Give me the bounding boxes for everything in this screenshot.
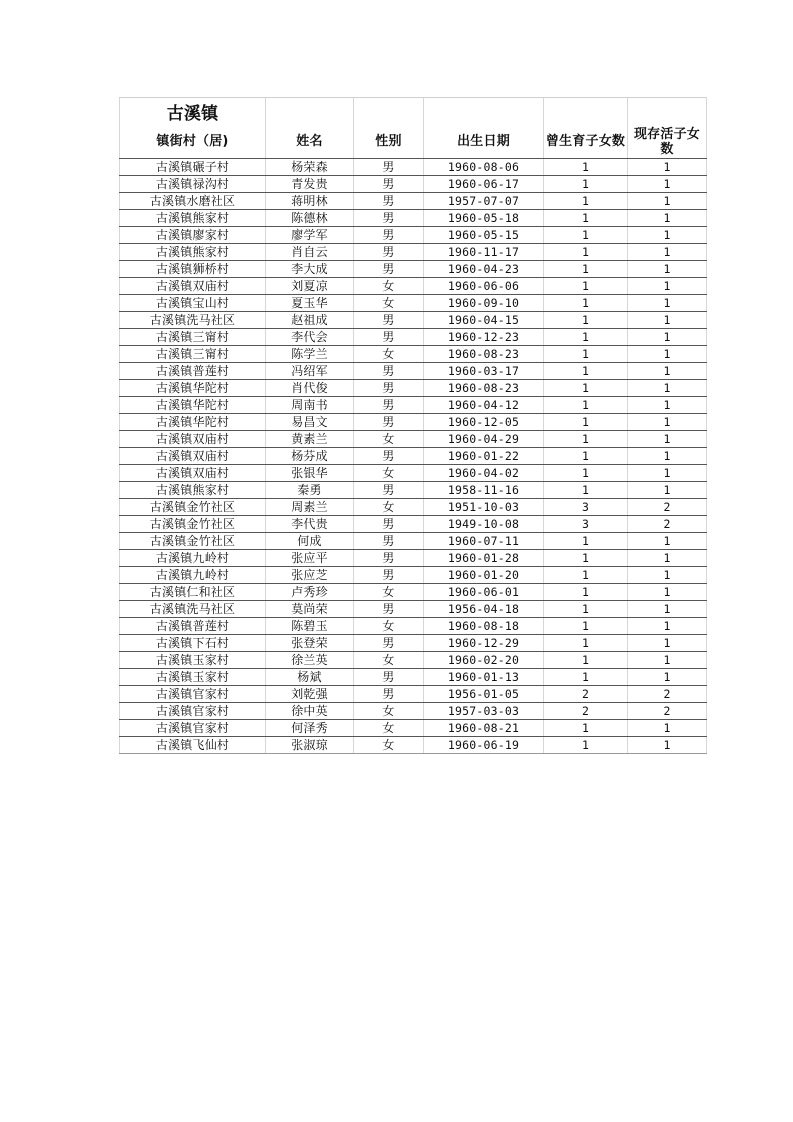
cell-village: 古溪镇三甯村 — [120, 346, 266, 363]
cell-gender: 女 — [354, 499, 424, 516]
cell-village: 古溪镇金竹社区 — [120, 516, 266, 533]
empty-cell — [266, 98, 354, 126]
table-row — [120, 601, 707, 618]
cell-children-born: 1 — [544, 227, 628, 244]
cell-birth-date: 1960-08-18 — [424, 618, 544, 635]
empty-cell — [354, 98, 424, 126]
cell-children-born: 1 — [544, 380, 628, 397]
cell-children-born: 1 — [544, 159, 628, 176]
table-row — [120, 465, 707, 482]
cell-name: 何泽秀 — [266, 720, 354, 737]
cell-gender: 女 — [354, 295, 424, 312]
cell-gender: 男 — [354, 533, 424, 550]
cell-village: 古溪镇碾子村 — [120, 159, 266, 176]
table-row — [120, 550, 707, 567]
cell-gender: 女 — [354, 465, 424, 482]
cell-children-born: 1 — [544, 431, 628, 448]
table-row — [120, 312, 707, 329]
cell-village: 古溪镇熊家村 — [120, 482, 266, 499]
cell-children-living: 1 — [628, 261, 707, 278]
cell-birth-date: 1960-03-17 — [424, 363, 544, 380]
cell-village: 古溪镇官家村 — [120, 720, 266, 737]
cell-birth-date: 1960-06-17 — [424, 176, 544, 193]
cell-gender: 男 — [354, 567, 424, 584]
cell-name: 何成 — [266, 533, 354, 550]
cell-children-born: 3 — [544, 516, 628, 533]
cell-village: 古溪镇仁和社区 — [120, 584, 266, 601]
cell-birth-date: 1960-01-28 — [424, 550, 544, 567]
cell-birth-date: 1960-11-17 — [424, 244, 544, 261]
table-row — [120, 380, 707, 397]
cell-village: 古溪镇金竹社区 — [120, 499, 266, 516]
cell-gender: 男 — [354, 482, 424, 499]
cell-gender: 男 — [354, 414, 424, 431]
cell-name: 张登荣 — [266, 635, 354, 652]
table-row — [120, 720, 707, 737]
cell-name: 陈德林 — [266, 210, 354, 227]
cell-village: 古溪镇双庙村 — [120, 431, 266, 448]
cell-birth-date: 1960-09-10 — [424, 295, 544, 312]
cell-name: 青发贵 — [266, 176, 354, 193]
cell-birth-date: 1957-03-03 — [424, 703, 544, 720]
cell-gender: 女 — [354, 584, 424, 601]
cell-children-living: 2 — [628, 703, 707, 720]
cell-children-born: 1 — [544, 312, 628, 329]
cell-children-born: 1 — [544, 618, 628, 635]
cell-children-living: 1 — [628, 652, 707, 669]
cell-village: 古溪镇双庙村 — [120, 448, 266, 465]
cell-birth-date: 1960-06-06 — [424, 278, 544, 295]
cell-children-living: 1 — [628, 159, 707, 176]
cell-gender: 男 — [354, 329, 424, 346]
cell-gender: 女 — [354, 618, 424, 635]
cell-children-living: 2 — [628, 499, 707, 516]
cell-birth-date: 1960-12-05 — [424, 414, 544, 431]
cell-name: 夏玉华 — [266, 295, 354, 312]
cell-children-living: 1 — [628, 584, 707, 601]
cell-birth-date: 1960-04-15 — [424, 312, 544, 329]
cell-children-born: 1 — [544, 278, 628, 295]
cell-children-born: 1 — [544, 652, 628, 669]
table-row — [120, 363, 707, 380]
cell-children-born: 1 — [544, 397, 628, 414]
cell-birth-date: 1958-11-16 — [424, 482, 544, 499]
cell-children-born: 2 — [544, 686, 628, 703]
cell-village: 古溪镇双庙村 — [120, 465, 266, 482]
cell-gender: 女 — [354, 278, 424, 295]
cell-village: 古溪镇禄沟村 — [120, 176, 266, 193]
spreadsheet-page — [119, 97, 706, 754]
column-header-birth-date: 出生日期 — [424, 125, 544, 159]
cell-name: 杨荣森 — [266, 159, 354, 176]
cell-village: 古溪镇双庙村 — [120, 278, 266, 295]
cell-children-living: 1 — [628, 635, 707, 652]
cell-name: 秦勇 — [266, 482, 354, 499]
cell-birth-date: 1960-07-11 — [424, 533, 544, 550]
cell-name: 刘乾强 — [266, 686, 354, 703]
cell-children-living: 1 — [628, 567, 707, 584]
cell-children-born: 1 — [544, 261, 628, 278]
cell-children-born: 1 — [544, 550, 628, 567]
cell-children-born: 1 — [544, 448, 628, 465]
cell-children-living: 1 — [628, 448, 707, 465]
cell-gender: 女 — [354, 720, 424, 737]
cell-gender: 男 — [354, 159, 424, 176]
table-row — [120, 618, 707, 635]
cell-name: 黄素兰 — [266, 431, 354, 448]
cell-birth-date: 1960-08-23 — [424, 380, 544, 397]
cell-gender: 男 — [354, 550, 424, 567]
cell-gender: 男 — [354, 635, 424, 652]
cell-village: 古溪镇洗马社区 — [120, 312, 266, 329]
cell-gender: 女 — [354, 346, 424, 363]
cell-name: 莫尚荣 — [266, 601, 354, 618]
cell-children-born: 1 — [544, 737, 628, 754]
cell-gender: 男 — [354, 244, 424, 261]
table-row — [120, 261, 707, 278]
cell-village: 古溪镇廖家村 — [120, 227, 266, 244]
cell-name: 李代贵 — [266, 516, 354, 533]
cell-birth-date: 1960-06-19 — [424, 737, 544, 754]
cell-children-living: 1 — [628, 720, 707, 737]
cell-birth-date: 1960-05-18 — [424, 210, 544, 227]
cell-village: 古溪镇三甯村 — [120, 329, 266, 346]
cell-gender: 男 — [354, 176, 424, 193]
table-row — [120, 737, 707, 754]
cell-birth-date: 1956-04-18 — [424, 601, 544, 618]
cell-village: 古溪镇飞仙村 — [120, 737, 266, 754]
cell-birth-date: 1960-08-06 — [424, 159, 544, 176]
cell-birth-date: 1951-10-03 — [424, 499, 544, 516]
cell-name: 肖自云 — [266, 244, 354, 261]
cell-village: 古溪镇金竹社区 — [120, 533, 266, 550]
cell-birth-date: 1956-01-05 — [424, 686, 544, 703]
cell-children-born: 2 — [544, 703, 628, 720]
cell-gender: 男 — [354, 516, 424, 533]
cell-children-living: 1 — [628, 176, 707, 193]
cell-gender: 女 — [354, 652, 424, 669]
cell-name: 张淑琼 — [266, 737, 354, 754]
cell-children-born: 1 — [544, 295, 628, 312]
cell-children-living: 2 — [628, 686, 707, 703]
cell-children-born: 1 — [544, 363, 628, 380]
cell-children-born: 1 — [544, 601, 628, 618]
table-row — [120, 346, 707, 363]
cell-name: 徐兰英 — [266, 652, 354, 669]
cell-children-living: 1 — [628, 363, 707, 380]
table-row — [120, 703, 707, 720]
table-row — [120, 448, 707, 465]
cell-children-living: 1 — [628, 414, 707, 431]
cell-village: 古溪镇熊家村 — [120, 244, 266, 261]
cell-name: 李代会 — [266, 329, 354, 346]
column-header-village: 镇街村（居) — [120, 125, 266, 159]
column-header-children-born: 曾生育子女数 — [544, 125, 628, 159]
cell-children-living: 1 — [628, 533, 707, 550]
cell-children-living: 1 — [628, 482, 707, 499]
cell-gender: 男 — [354, 363, 424, 380]
cell-name: 周南书 — [266, 397, 354, 414]
cell-children-living: 1 — [628, 210, 707, 227]
cell-birth-date: 1960-01-22 — [424, 448, 544, 465]
cell-gender: 男 — [354, 448, 424, 465]
cell-village: 古溪镇熊家村 — [120, 210, 266, 227]
title-row — [120, 98, 707, 126]
cell-name: 蒋明林 — [266, 193, 354, 210]
cell-name: 张应芝 — [266, 567, 354, 584]
cell-gender: 男 — [354, 261, 424, 278]
table-row — [120, 482, 707, 499]
cell-children-living: 1 — [628, 380, 707, 397]
cell-children-living: 1 — [628, 193, 707, 210]
table-row — [120, 193, 707, 210]
cell-children-living: 1 — [628, 601, 707, 618]
column-header-children-living: 现存活子女数 — [628, 125, 707, 159]
cell-children-living: 2 — [628, 516, 707, 533]
cell-name: 卢秀珍 — [266, 584, 354, 601]
cell-birth-date: 1960-04-02 — [424, 465, 544, 482]
cell-birth-date: 1960-08-23 — [424, 346, 544, 363]
cell-children-living: 1 — [628, 244, 707, 261]
table-row — [120, 516, 707, 533]
cell-children-born: 1 — [544, 414, 628, 431]
table-row — [120, 635, 707, 652]
cell-children-living: 1 — [628, 278, 707, 295]
table-row — [120, 176, 707, 193]
cell-name: 易昌文 — [266, 414, 354, 431]
cell-children-living: 1 — [628, 550, 707, 567]
cell-gender: 男 — [354, 210, 424, 227]
table-row — [120, 295, 707, 312]
table-row — [120, 210, 707, 227]
table-row — [120, 414, 707, 431]
table-row — [120, 329, 707, 346]
cell-gender: 男 — [354, 601, 424, 618]
cell-children-living: 1 — [628, 312, 707, 329]
cell-children-living: 1 — [628, 295, 707, 312]
records-table — [119, 97, 707, 754]
table-row — [120, 159, 707, 176]
cell-children-living: 1 — [628, 397, 707, 414]
cell-birth-date: 1949-10-08 — [424, 516, 544, 533]
cell-name: 刘夏凉 — [266, 278, 354, 295]
table-row — [120, 686, 707, 703]
cell-gender: 女 — [354, 431, 424, 448]
cell-birth-date: 1960-01-13 — [424, 669, 544, 686]
cell-village: 古溪镇水磨社区 — [120, 193, 266, 210]
empty-cell — [424, 98, 544, 126]
cell-children-living: 1 — [628, 465, 707, 482]
cell-children-born: 3 — [544, 499, 628, 516]
cell-children-born: 1 — [544, 635, 628, 652]
cell-village: 古溪镇普莲村 — [120, 618, 266, 635]
table-row — [120, 533, 707, 550]
cell-children-born: 1 — [544, 329, 628, 346]
table-row — [120, 584, 707, 601]
cell-village: 古溪镇官家村 — [120, 686, 266, 703]
cell-children-living: 1 — [628, 346, 707, 363]
cell-village: 古溪镇宝山村 — [120, 295, 266, 312]
column-header-name: 姓名 — [266, 125, 354, 159]
table-row — [120, 278, 707, 295]
cell-birth-date: 1957-07-07 — [424, 193, 544, 210]
cell-village: 古溪镇狮桥村 — [120, 261, 266, 278]
cell-birth-date: 1960-06-01 — [424, 584, 544, 601]
cell-name: 肖代俊 — [266, 380, 354, 397]
cell-children-living: 1 — [628, 618, 707, 635]
cell-name: 冯绍军 — [266, 363, 354, 380]
cell-birth-date: 1960-12-29 — [424, 635, 544, 652]
cell-name: 陈碧玉 — [266, 618, 354, 635]
cell-children-born: 1 — [544, 567, 628, 584]
cell-birth-date: 1960-02-20 — [424, 652, 544, 669]
cell-children-living: 1 — [628, 329, 707, 346]
cell-gender: 男 — [354, 686, 424, 703]
cell-village: 古溪镇玉家村 — [120, 669, 266, 686]
cell-gender: 男 — [354, 193, 424, 210]
cell-children-born: 1 — [544, 193, 628, 210]
cell-village: 古溪镇玉家村 — [120, 652, 266, 669]
cell-name: 李大成 — [266, 261, 354, 278]
table-row — [120, 244, 707, 261]
cell-gender: 男 — [354, 227, 424, 244]
cell-children-living: 1 — [628, 431, 707, 448]
table-row — [120, 669, 707, 686]
cell-children-born: 1 — [544, 176, 628, 193]
cell-children-born: 1 — [544, 244, 628, 261]
cell-birth-date: 1960-12-23 — [424, 329, 544, 346]
cell-children-born: 1 — [544, 210, 628, 227]
table-row — [120, 652, 707, 669]
cell-village: 古溪镇官家村 — [120, 703, 266, 720]
cell-name: 陈学兰 — [266, 346, 354, 363]
cell-children-born: 1 — [544, 482, 628, 499]
cell-village: 古溪镇九岭村 — [120, 567, 266, 584]
cell-name: 杨芬成 — [266, 448, 354, 465]
table-row — [120, 567, 707, 584]
cell-children-born: 1 — [544, 533, 628, 550]
cell-village: 古溪镇九岭村 — [120, 550, 266, 567]
cell-name: 周素兰 — [266, 499, 354, 516]
table-row — [120, 397, 707, 414]
cell-gender: 男 — [354, 312, 424, 329]
cell-birth-date: 1960-04-23 — [424, 261, 544, 278]
table-row — [120, 431, 707, 448]
cell-village: 古溪镇华陀村 — [120, 380, 266, 397]
cell-village: 古溪镇华陀村 — [120, 397, 266, 414]
header-row — [120, 125, 707, 159]
cell-children-born: 1 — [544, 346, 628, 363]
cell-gender: 女 — [354, 703, 424, 720]
cell-gender: 男 — [354, 669, 424, 686]
table-row — [120, 499, 707, 516]
column-header-gender: 性别 — [354, 125, 424, 159]
cell-village: 古溪镇华陀村 — [120, 414, 266, 431]
cell-name: 杨斌 — [266, 669, 354, 686]
empty-cell — [544, 98, 628, 126]
cell-name: 张应平 — [266, 550, 354, 567]
cell-name: 张银华 — [266, 465, 354, 482]
cell-birth-date: 1960-08-21 — [424, 720, 544, 737]
cell-village: 古溪镇普莲村 — [120, 363, 266, 380]
cell-children-living: 1 — [628, 669, 707, 686]
table-row — [120, 227, 707, 244]
sheet-title: 古溪镇 — [120, 98, 266, 126]
cell-children-born: 1 — [544, 720, 628, 737]
cell-name: 廖学军 — [266, 227, 354, 244]
cell-birth-date: 1960-05-15 — [424, 227, 544, 244]
cell-children-born: 1 — [544, 584, 628, 601]
cell-birth-date: 1960-01-20 — [424, 567, 544, 584]
cell-children-living: 1 — [628, 737, 707, 754]
cell-birth-date: 1960-04-29 — [424, 431, 544, 448]
cell-gender: 女 — [354, 737, 424, 754]
cell-children-born: 1 — [544, 465, 628, 482]
empty-cell — [628, 98, 707, 126]
cell-gender: 男 — [354, 397, 424, 414]
cell-village: 古溪镇洗马社区 — [120, 601, 266, 618]
cell-gender: 男 — [354, 380, 424, 397]
cell-children-born: 1 — [544, 669, 628, 686]
cell-birth-date: 1960-04-12 — [424, 397, 544, 414]
cell-name: 赵祖成 — [266, 312, 354, 329]
cell-name: 徐中英 — [266, 703, 354, 720]
cell-village: 古溪镇下石村 — [120, 635, 266, 652]
cell-children-living: 1 — [628, 227, 707, 244]
